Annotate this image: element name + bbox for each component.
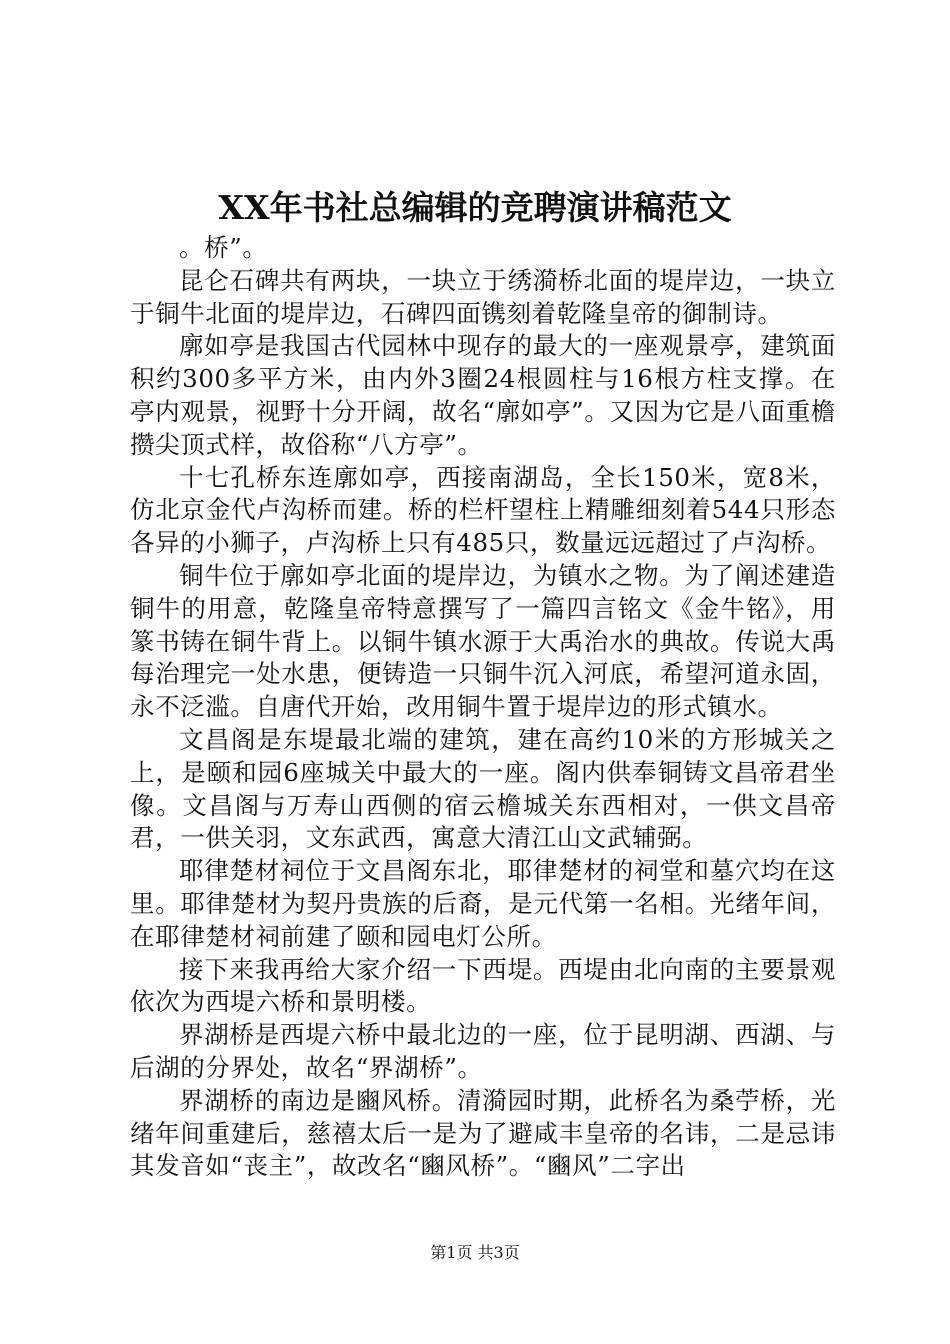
paragraph: 耶律楚材祠位于文昌阁东北，耶律楚材的祠堂和墓穴均在这里。耶律楚材为契丹贵族的后裔，是元代第一名相。光绪年间，在耶律楚材祠前建了颐和园电灯公所。 <box>130 856 836 951</box>
page-footer: 第1页 共3页 <box>430 1243 520 1262</box>
paragraph: 。桥”。 <box>179 233 268 262</box>
paragraph: 界湖桥的南边是豳风桥。清漪园时期，此桥名为桑苧桥，光绪年间重建后，慈禧太后一是为了避咸丰皇帝的名讳，二是忌讳其发音如“丧主”，故改名“豳风桥”。“豳风”二字出 <box>130 1085 836 1181</box>
paragraph: 十七孔桥东连廓如亭，西接南湖岛，全长150米，宽8米，仿北京金代卢沟桥而建。桥的栏杆望柱上精雕细刻着544只形态各异的小狮子，卢沟桥上只有485只，数量远远超过了卢沟桥。 <box>130 462 836 558</box>
paragraph: 铜牛位于廓如亭北面的堤岸边，为镇水之物。为了阐述建造铜牛的用意，乾隆皇帝特意撰写了一篇四言铭文《金牛铭》，用篆书铸在铜牛背上。以铜牛镇水源于大禹治水的典故。传说大禹每治理完一处水患，便铸造一只铜牛沉入河底，希望河道永固，永不泛滥。自唐代开始，改用铜牛置于堤岸边的形式镇水。 <box>130 560 836 722</box>
paragraph: 昆仑石碑共有两块，一块立于绣漪桥北面的堤岸边，一块立于铜牛北面的堤岸边，石碑四面镌刻着乾隆皇帝的御制诗。 <box>130 265 836 328</box>
paragraph: 接下来我再给大家介绍一下西堤。西堤由北向南的主要景观依次为西堤六桥和景明楼。 <box>130 954 836 1017</box>
paragraph: 界湖桥是西堤六桥中最北边的一座，位于昆明湖、西湖、与后湖的分界处，故名“界湖桥”。 <box>130 1020 836 1082</box>
paragraph: 文昌阁是东堤最北端的建筑，建在高约10米的方形城关之上，是颐和园6座城关中最大的一座。阁内供奉铜铸文昌帝君坐像。文昌阁与万寿山西侧的宿云檐城关东西相对，一供文昌帝君，一供关羽，文东武西，寓意大清江山文武辅弼。 <box>130 724 836 853</box>
paragraph: 廓如亭是我国古代园林中现存的最大的一座观景亭，建筑面积约300多平方米，由内外3圈24根圆柱与16根方柱支撑。在亭内观景，视野十分开阔，故名“廓如亭”。又因为它是八面重檐攒尖顶式样，故俗称“八方亭”。 <box>130 331 836 459</box>
document-title: XX年书社总编辑的竞聘演讲稿范文 <box>218 188 732 227</box>
document-body <box>130 232 836 1183</box>
